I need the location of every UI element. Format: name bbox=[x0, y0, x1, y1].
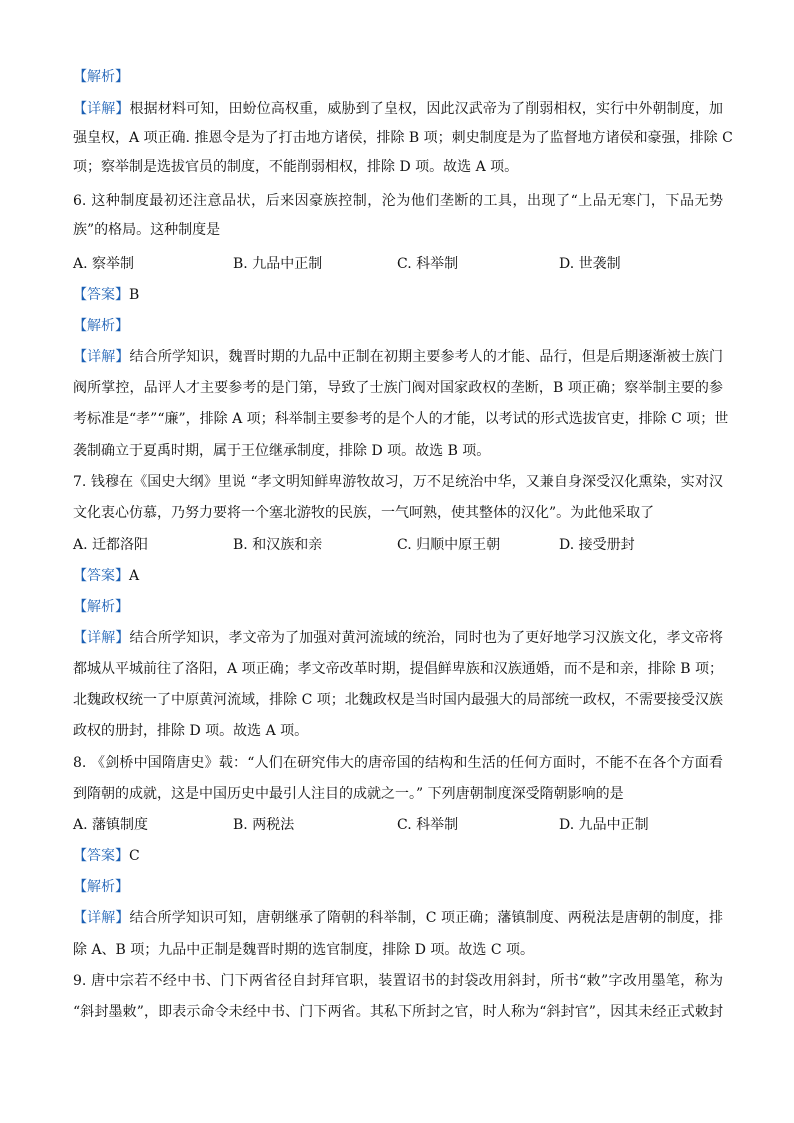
detail-line: 阀所掌控，品评人才主要参考的是门第，导致了士族门阀对国家政权的垄断，B 项正确；察举制主要的参 bbox=[73, 380, 723, 396]
detail-line: 袭制确立于夏禹时期，属于王位继承制度，排除 D 项。故选 B 项。 bbox=[73, 443, 491, 459]
question-stem: 族”的格局。这种制度是 bbox=[73, 222, 221, 238]
answer-tag: 【答案】 bbox=[73, 568, 129, 584]
detail-tag: 【详解】 bbox=[73, 101, 130, 117]
question-stem: “斜封墨敕”，即表示命令未经中书、门下两省。其私下所封之官，时人称为“斜封官”，因其未经正式敕封 bbox=[73, 1004, 723, 1020]
option-d: D. 世袭制 bbox=[559, 256, 621, 272]
detail-line: 都城从平城前往了洛阳，A 项正确；孝文帝改革时期，提倡鲜卑族和汉族通婚，而不是和亲，排除 B 项； bbox=[73, 661, 723, 677]
analysis-tag: 【解析】 bbox=[73, 599, 129, 615]
answer-line bbox=[73, 566, 139, 586]
detail-line: 强皇权，A 项正确. 推恩令是为了打击地方诸侯，排除 B 项；刺史制度是为了监督地方诸侯和豪强，排除 C bbox=[73, 130, 733, 146]
question-stem: 9. 唐中宗若不经中书、门下两省径自封拜官职，装置诏书的封袋改用斜封，所书“敕”字改用墨笔，称为 bbox=[73, 973, 723, 989]
answer-value: A bbox=[129, 568, 140, 584]
detail-line: 北魏政权统一了中原黄河流域，排除 C 项；北魏政权是当时国内最强大的局部统一政权，不需要接受汉族 bbox=[73, 692, 723, 708]
option-b: B. 两税法 bbox=[233, 817, 295, 833]
detail-line: 【详解】根据材料可知，田蚡位高权重，威胁到了皇权，因此汉武帝为了削弱相权，实行中外朝制度，加 bbox=[73, 101, 724, 117]
question-stem: 8. 《剑桥中国隋唐史》载：“人们在研究伟大的唐帝国的结构和生活的任何方面时，不能不在各个方面看 bbox=[73, 755, 723, 771]
option-b: B. 和汉族和亲 bbox=[233, 537, 323, 553]
option-c: C. 科举制 bbox=[397, 817, 459, 833]
option-d: D. 九品中正制 bbox=[559, 817, 649, 833]
option-a: A. 藩镇制度 bbox=[73, 817, 149, 833]
detail-line: 考标准是“孝”“廉”，排除 A 项；科举制主要参考的是个人的才能，以考试的形式选拔官吏，排除 C 项；世 bbox=[73, 411, 729, 427]
option-a: A. 察举制 bbox=[73, 256, 135, 272]
detail-line: 【详解】结合所学知识，孝文帝为了加强对黄河流域的统治，同时也为了更好地学习汉族文化，孝文帝将 bbox=[73, 630, 724, 646]
option-a: A. 迁都洛阳 bbox=[73, 537, 149, 553]
detail-tag: 【详解】 bbox=[73, 630, 130, 646]
detail-line: 【详解】结合所学知识，魏晋时期的九品中正制在初期主要参考人的才能、品行，但是后期逐渐被士族门 bbox=[73, 349, 724, 365]
option-c: C. 科举制 bbox=[397, 256, 459, 272]
option-d: D. 接受册封 bbox=[559, 537, 635, 553]
answer-tag: 【答案】 bbox=[73, 287, 129, 303]
analysis-tag: 【解析】 bbox=[73, 318, 129, 334]
detail-line: 项；察举制是选拔官员的制度，不能削弱相权，排除 D 项。故选 A 项。 bbox=[73, 159, 519, 175]
option-c: C. 归顺中原王朝 bbox=[397, 537, 501, 553]
analysis-tag: 【解析】 bbox=[73, 879, 129, 895]
detail-line: 除 A、B 项；九品中正制是魏晋时期的选官制度，排除 D 项。故选 C 项。 bbox=[73, 942, 535, 958]
answer-line bbox=[73, 285, 139, 305]
detail-tag: 【详解】 bbox=[73, 910, 130, 926]
detail-line: 政权的册封，排除 D 项。故选 A 项。 bbox=[73, 723, 309, 739]
question-stem: 6. 这种制度最初还注意品状，后来因豪族控制，沦为他们垄断的工具，出现了“上品无寒门，下品无势 bbox=[73, 193, 723, 209]
answer-value: B bbox=[129, 287, 140, 303]
option-b: B. 九品中正制 bbox=[233, 256, 323, 272]
question-stem: 7. 钱穆在《国史大纲》里说 “孝文明知鲜卑游牧故习，万不足统治中华，又兼自身深受汉化熏染，实对汉 bbox=[73, 474, 723, 490]
question-stem: 到隋朝的成就，这是中国历史中最引人注目的成就之一。” 下列唐朝制度深受隋朝影响的是 bbox=[73, 786, 624, 802]
answer-tag: 【答案】 bbox=[73, 848, 129, 864]
question-stem: 文化衷心仿慕，乃努力要将一个塞北游牧的民族，一气呵熟，使其整体的汉化”。为此他采取了 bbox=[73, 505, 655, 521]
answer-value: C bbox=[129, 848, 140, 864]
detail-line: 【详解】结合所学知识可知，唐朝继承了隋朝的科举制，C 项正确；藩镇制度、两税法是唐朝的制度，排 bbox=[73, 910, 723, 926]
analysis-tag: 【解析】 bbox=[73, 69, 129, 85]
detail-tag: 【详解】 bbox=[73, 349, 130, 365]
answer-line bbox=[73, 846, 140, 866]
